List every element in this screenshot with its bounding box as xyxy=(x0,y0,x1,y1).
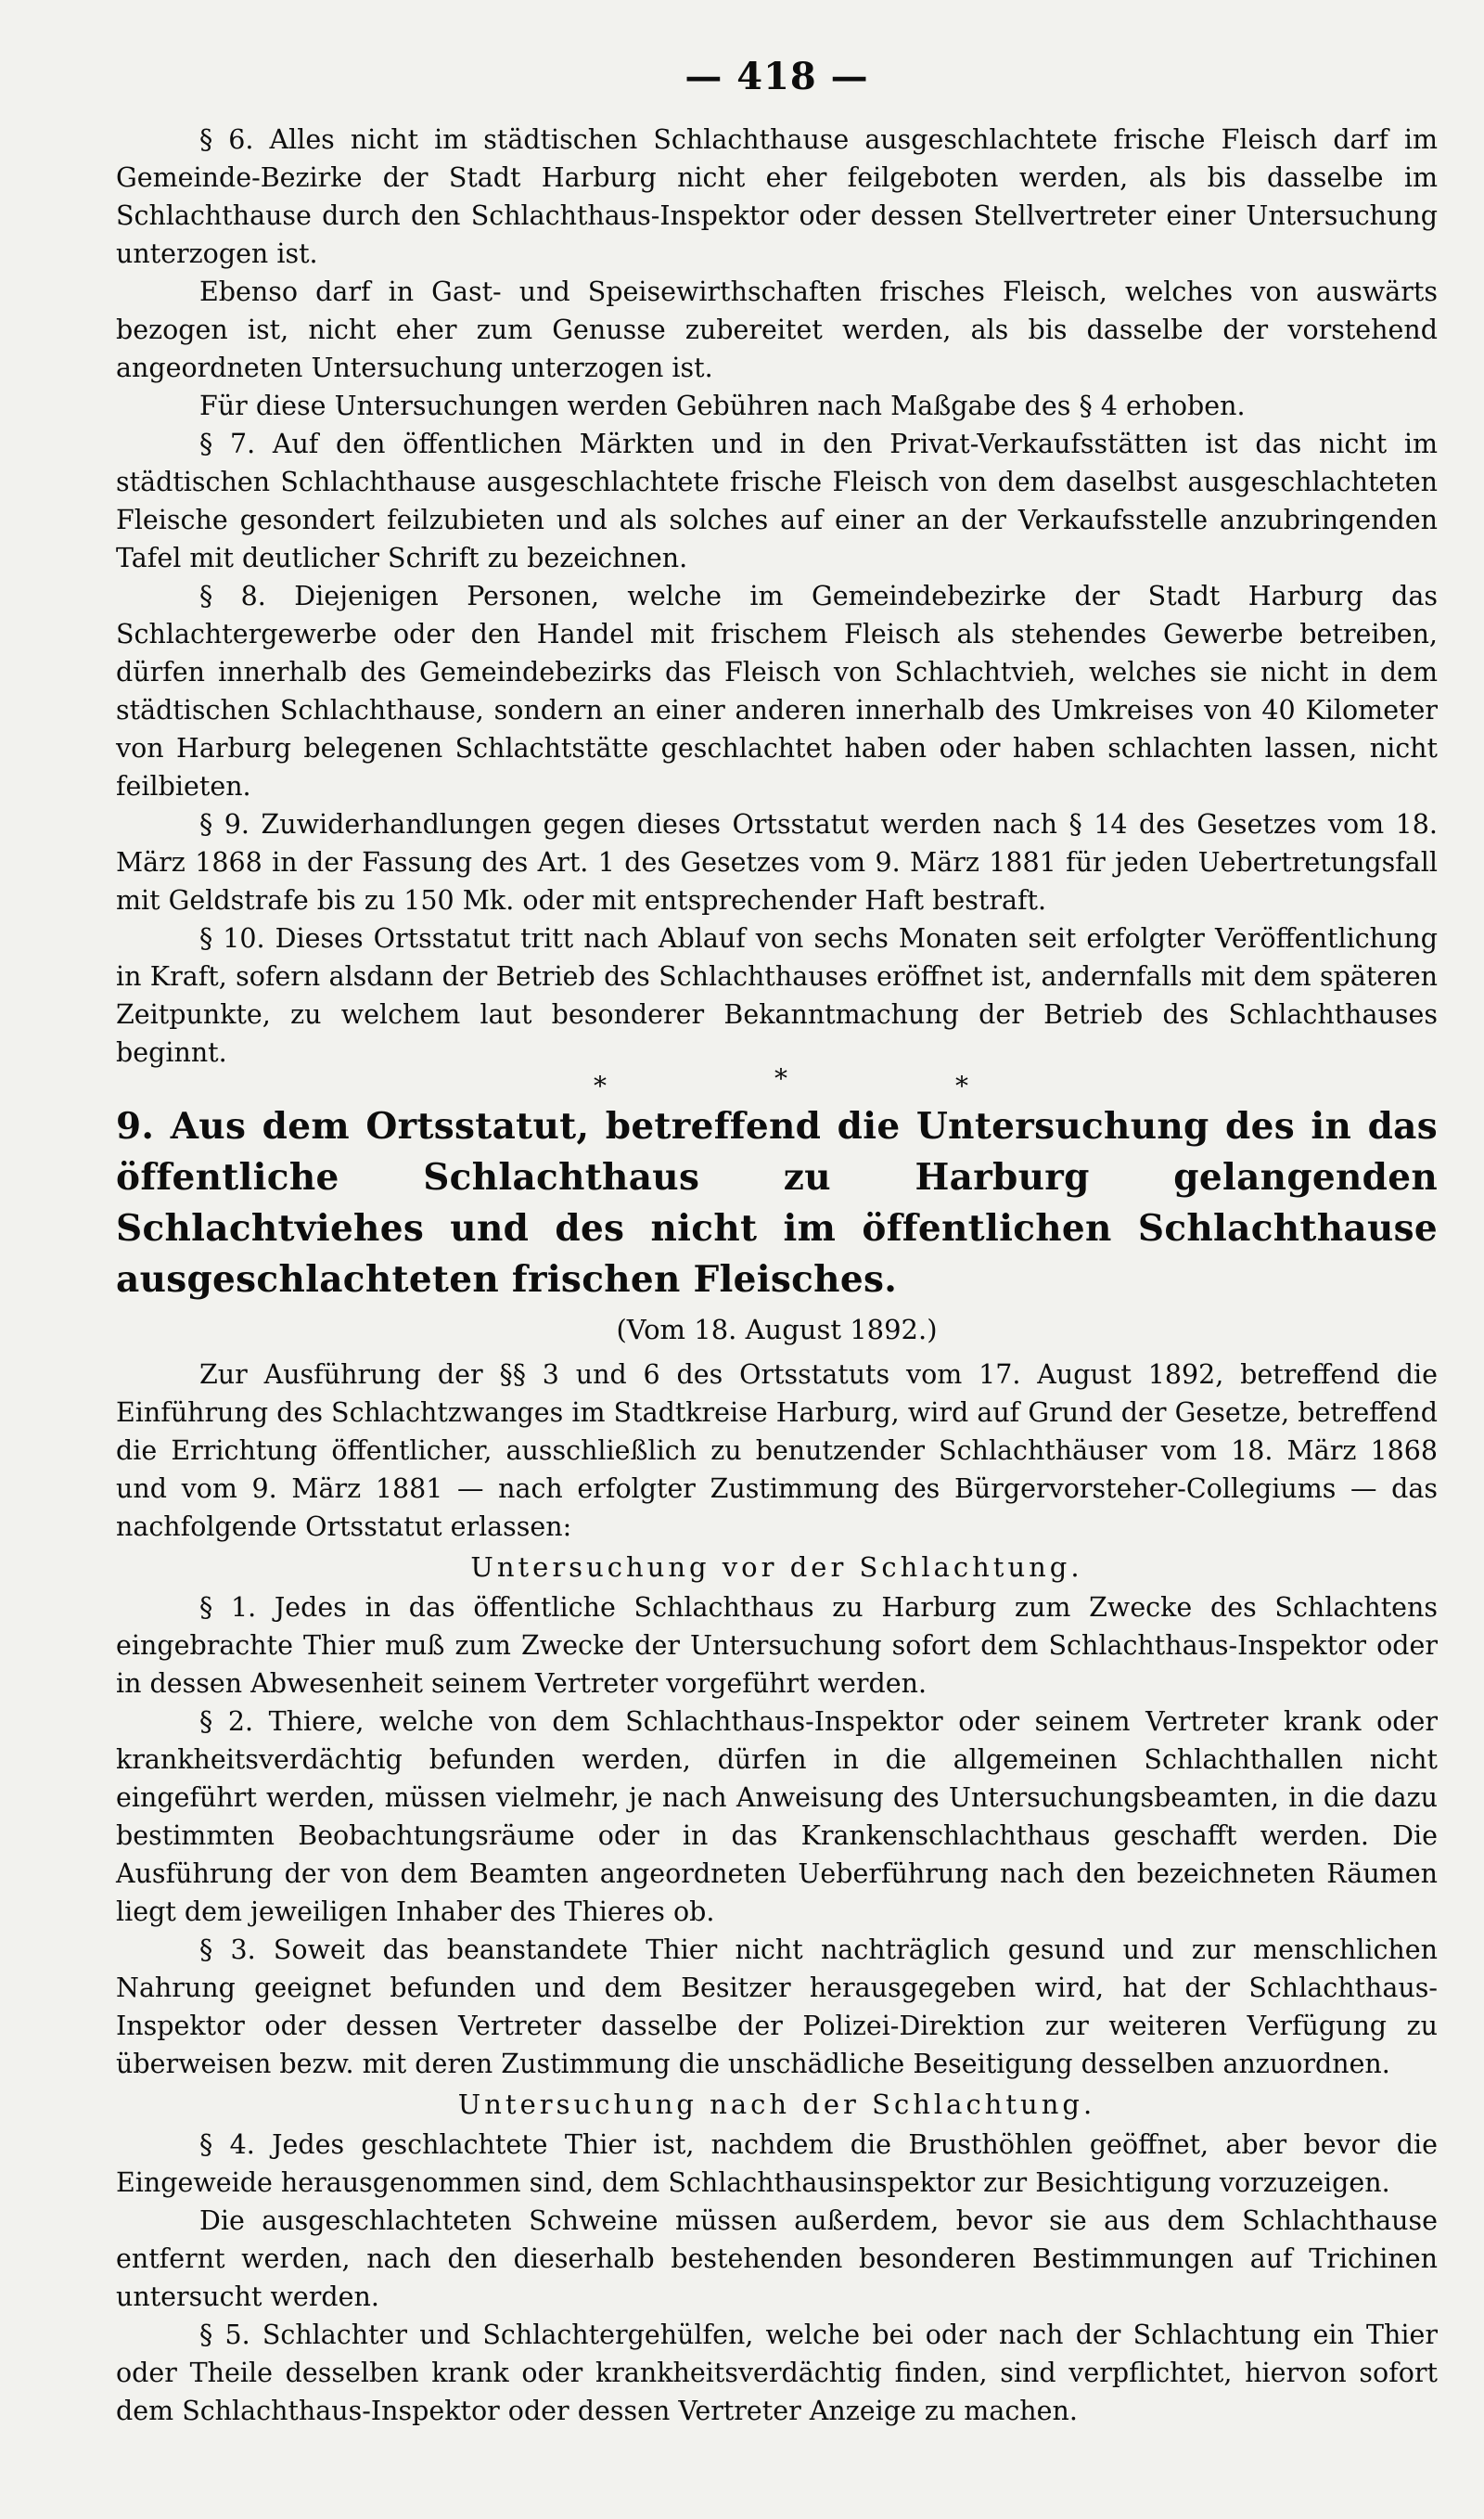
paragraph-6: § 6. Alles nicht im städtischen Schlachthause ausgeschlachtete frische Fleisch darf im Gemeinde-Bezirke der Stadt Harburg nicht eher feilgeboten werden, als bis dasselbe im Schlachthause durch den Schlachthaus-Inspektor oder dessen Stellvertreter einer Untersuchung unterzogen ist. xyxy=(116,124,1438,269)
separator-star: * xyxy=(594,1071,607,1101)
paragraph-1: § 1. Jedes in das öffentliche Schlachthaus zu Harburg zum Zwecke des Schlachtens eingebrachte Thier muß zum Zwecke der Untersuchung sofort dem Schlachthaus-Inspektor oder in dessen Abwesenheit seinem Vertreter vorgeführt werden. xyxy=(116,1592,1438,1699)
statute-date: (Vom 18. August 1892.) xyxy=(616,1314,938,1345)
section-before-slaughter xyxy=(116,1588,1438,2083)
paragraph-8: § 8. Diejenigen Personen, welche im Gemeindebezirke der Stadt Harburg das Schlachtergewerbe oder den Handel mit frischem Fleisch als stehendes Gewerbe betreiben, dürfen innerhalb des Gemeindebezirks das Fleisch von Schlachtvieh, welches sie nicht in dem städtischen Schlachthause, sondern an einer anderen innerhalb des Umkreises von 40 Kilometer von Harburg belegenen Schlachtstätte geschlachtet haben oder haben schlachten lassen, nicht feilbieten. xyxy=(116,581,1438,802)
subheading-before-slaughter: Untersuchung vor der Schlachtung. xyxy=(470,1551,1083,1583)
paragraph-10: § 10. Dieses Ortsstatut tritt nach Ablauf von sechs Monaten seit erfolgter Veröffentlichung in Kraft, sofern alsdann der Betrieb des Schlachthauses eröffnet ist, andernfalls mit dem späteren Zeitpunkte, zu welchem laut besonderer Bekanntmachung der Betrieb des Schlachthauses beginnt. xyxy=(116,923,1438,1068)
paragraph-9: § 9. Zuwiderhandlungen gegen dieses Ortsstatut werden nach § 14 des Gesetzes vom 18. März 1868 in der Fassung des Art. 1 des Gesetzes vom 9. März 1881 für jeden Uebertretungsfall mit Geldstrafe bis zu 150 Mk. oder mit entsprechender Haft bestraft. xyxy=(116,809,1438,916)
subheading-after-slaughter: Untersuchung nach der Schlachtung. xyxy=(457,2088,1096,2120)
paragraph-6-gebuehren: Für diese Untersuchungen werden Gebühren nach Maßgabe des § 4 erhoben. xyxy=(199,391,1246,421)
paragraph-4-schweine: Die ausgeschlachteten Schweine müssen außerdem, bevor sie aus dem Schlachthause entfernt werden, nach den dieserhalb bestehenden besonderen Bestimmungen auf Trichinen untersucht werden. xyxy=(116,2205,1438,2312)
separator-star: * xyxy=(955,1071,968,1101)
paragraph-3: § 3. Soweit das beanstandete Thier nicht nachträglich gesund und zur menschlichen Nahrung geeignet befunden und dem Besitzer herausgegeben wird, hat der Schlachthaus-Inspektor oder dessen Vertreter dasselbe der Polizei-Direktion zur weiteren Verfügung zu überweisen bezw. mit deren Zustimmung die unschädliche Beseitigung desselben anzuordnen. xyxy=(116,1934,1438,2079)
section-separator xyxy=(116,1063,1438,1101)
paragraph-6-ebenso: Ebenso darf in Gast- und Speisewirthschaften frisches Fleisch, welches von auswärts bezogen ist, nicht eher zum Genusse zubereitet werden, als bis dasselbe der vorstehend angeordneten Untersuchung unterzogen ist. xyxy=(116,276,1438,383)
separator-star: * xyxy=(774,1063,787,1094)
paragraph-5: § 5. Schlachter und Schlachtergehülfen, welche bei oder nach der Schlachtung ein Thier oder Theile desselben krank oder krankheitsverdächtig finden, sind verpflichtet, hiervon sofort dem Schlachthaus-Inspektor oder dessen Vertreter Anzeige zu machen. xyxy=(116,2320,1438,2426)
paragraph-4: § 4. Jedes geschlachtete Thier ist, nachdem die Brusthöhlen geöffnet, aber bevor die Eingeweide herausgenommen sind, dem Schlachthausinspektor zur Besichtigung vorzuzeigen. xyxy=(116,2129,1438,2198)
page-number: — 418 — xyxy=(684,55,869,98)
section-after-slaughter xyxy=(116,2126,1438,2430)
intro-paragraph: Zur Ausführung der §§ 3 und 6 des Ortsstatuts vom 17. August 1892, betreffend die Einführung des Schlachtzwanges im Stadtkreise Harburg, wird auf Grund der Gesetze, betreffend die Errichtung öffentlicher, ausschließlich zu benutzender Schlachthäuser vom 18. März 1868 und vom 9. März 1881 — nach erfolgter Zustimmung des Bürgervorsteher-Collegiums — das nachfolgende Ortsstatut erlassen: xyxy=(116,1359,1438,1542)
section-heading: 9. Aus dem Ortsstatut, betreffend die Untersuchung des in das öffentliche Schlachthaus zu Harburg gelangenden Schlachtviehes und des nicht im öffentlichen Schlachthause ausgeschlachteten frischen Fleisches. xyxy=(116,1105,1438,1301)
page-content xyxy=(116,54,1438,2430)
paragraph-2: § 2. Thiere, welche von dem Schlachthaus-Inspektor oder seinem Vertreter krank oder krankheitsverdächtig befunden werden, dürfen in die allgemeinen Schlachthallen nicht eingeführt werden, müssen vielmehr, je nach Anweisung des Untersuchungsbeamten, in die dazu bestimmten Beobachtungsräume oder in das Krankenschlachthaus geschafft werden. Die Ausführung der von dem Beamten angeordneten Ueberführung nach den bezeichneten Räumen liegt dem jeweiligen Inhaber des Thieres ob. xyxy=(116,1706,1438,1927)
paragraph-7: § 7. Auf den öffentlichen Märkten und in den Privat-Verkaufsstätten ist das nicht im städtischen Schlachthause ausgeschlachtete frische Fleisch von dem daselbst ausgeschlachteten Fleische gesondert feilzubieten und als solches auf einer an der Verkaufsstelle anzubringenden Tafel mit deutlicher Schrift zu bezeichnen. xyxy=(116,429,1438,573)
upper-section xyxy=(116,121,1438,1072)
